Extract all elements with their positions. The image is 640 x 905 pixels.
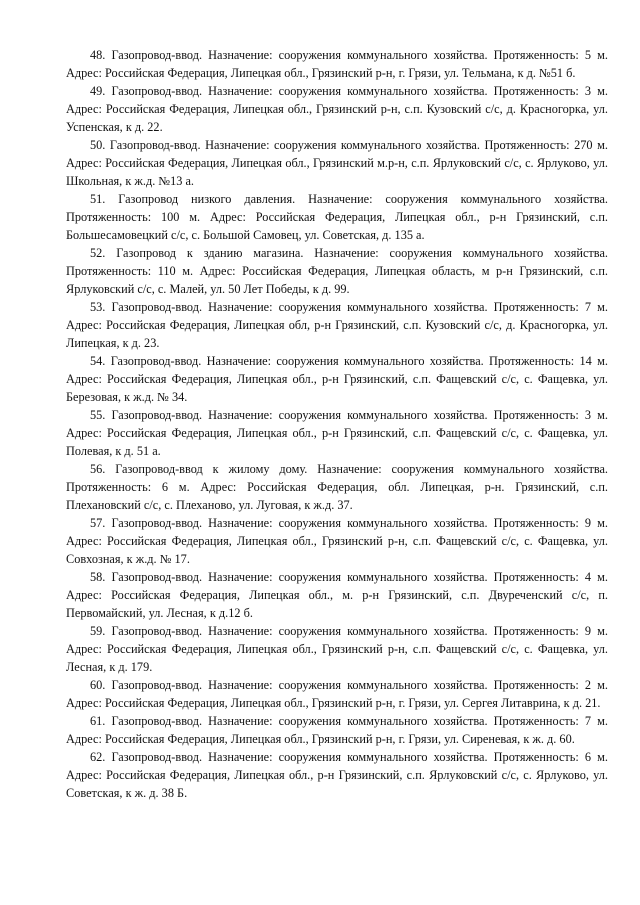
list-item: 51. Газопровод низкого давления. Назначение: сооружения коммунального хозяйства. Протяженность: 100 м. Адрес: Российская Федерация, Липецкая обл., р-н Грязинский, с.п. Большесамовецкий с/с, с. Большой Самовец, ул. Советская, д. 135 а. (66, 192, 608, 242)
list-item: 48. Газопровод-ввод. Назначение: сооружения коммунального хозяйства. Протяженность: 5 м. Адрес: Российская Федерация, Липецкая обл., Грязинский р-н, г. Грязи, ул. Тельмана, к д. №51 б. (66, 48, 608, 80)
list-item: 58. Газопровод-ввод. Назначение: сооружения коммунального хозяйства. Протяженность: 4 м. Адрес: Российская Федерация, Липецкая обл., м. р-н Грязинский, с.п. Двуреченский с/с, п. Первомайский, ул. Лесная, к д.12 б. (66, 570, 608, 620)
list-item: 49. Газопровод-ввод. Назначение: сооружения коммунального хозяйства. Протяженность: 3 м. Адрес: Российская Федерация, Липецкая обл., Грязинский р-н, с.п. Кузовский с/с, д. Красногорка, ул. Успенская, к д. 22. (66, 84, 608, 134)
entry-list (66, 46, 608, 802)
list-item: 56. Газопровод-ввод к жилому дому. Назначение: сооружения коммунального хозяйства. Протяженность: 6 м. Адрес: Российская Федерация, обл. Липецкая, р-н. Грязинский, с.п. Плехановский с/с, с. Плеханово, ул. Луговая, к ж.д. 37. (66, 462, 608, 512)
list-item: 52. Газопровод к зданию магазина. Назначение: сооружения коммунального хозяйства. Протяженность: 110 м. Адрес: Российская Федерация, Липецкая область, м р-н Грязинский, с.п. Ярлуковский с/с, с. Малей, ул. 50 Лет Победы, к д. 99. (66, 246, 608, 296)
list-item: 59. Газопровод-ввод. Назначение: сооружения коммунального хозяйства. Протяженность: 9 м. Адрес: Российская Федерация, Липецкая обл., Грязинский р-н, с.п. Фащевский с/с, с. Фащевка, ул. Лесная, к д. 179. (66, 624, 608, 674)
list-item: 55. Газопровод-ввод. Назначение: сооружения коммунального хозяйства. Протяженность: 3 м. Адрес: Российская Федерация, Липецкая обл., р-н Грязинский, с.п. Фащевский с/с, с. Фащевка, ул. Полевая, к д. 51 а. (66, 408, 608, 458)
list-item: 61. Газопровод-ввод. Назначение: сооружения коммунального хозяйства. Протяженность: 7 м. Адрес: Российская Федерация, Липецкая обл., Грязинский р-н, г. Грязи, ул. Сиреневая, к ж. д. 60. (66, 714, 608, 746)
list-item: 60. Газопровод-ввод. Назначение: сооружения коммунального хозяйства. Протяженность: 2 м. Адрес: Российская Федерация, Липецкая обл., Грязинский р-н, г. Грязи, ул. Сергея Литаврина, к д. 21. (66, 678, 608, 710)
list-item: 62. Газопровод-ввод. Назначение: сооружения коммунального хозяйства. Протяженность: 6 м. Адрес: Российская Федерация, Липецкая обл., р-н Грязинский, с.п. Ярлуковский с/с, с. Ярлуково, ул. Советская, к ж. д. 38 Б. (66, 750, 608, 800)
list-item: 57. Газопровод-ввод. Назначение: сооружения коммунального хозяйства. Протяженность: 9 м. Адрес: Российская Федерация, Липецкая обл., Грязинский р-н, с.п. Фащевский с/с, с. Фащевка, ул. Совхозная, к ж.д. № 17. (66, 516, 608, 566)
list-item: 50. Газопровод-ввод. Назначение: сооружения коммунального хозяйства. Протяженность: 270 м. Адрес: Российская Федерация, Липецкая обл., Грязинский м.р-н, с.п. Ярлуковский с/с, с. Ярлуково, ул. Школьная, к ж.д. №13 а. (66, 138, 608, 188)
list-item: 54. Газопровод-ввод. Назначение: сооружения коммунального хозяйства. Протяженность: 14 м. Адрес: Российская Федерация, Липецкая обл., р-н Грязинский, с.п. Фащевский с/с, с. Фащевка, ул. Березовая, к ж.д. № 34. (66, 354, 608, 404)
list-item: 53. Газопровод-ввод. Назначение: сооружения коммунального хозяйства. Протяженность: 7 м. Адрес: Российская Федерация, Липецкая обл, р-н Грязинский, с.п. Кузовский с/с, д. Красногорка, ул. Липецкая, к д. 23. (66, 300, 608, 350)
